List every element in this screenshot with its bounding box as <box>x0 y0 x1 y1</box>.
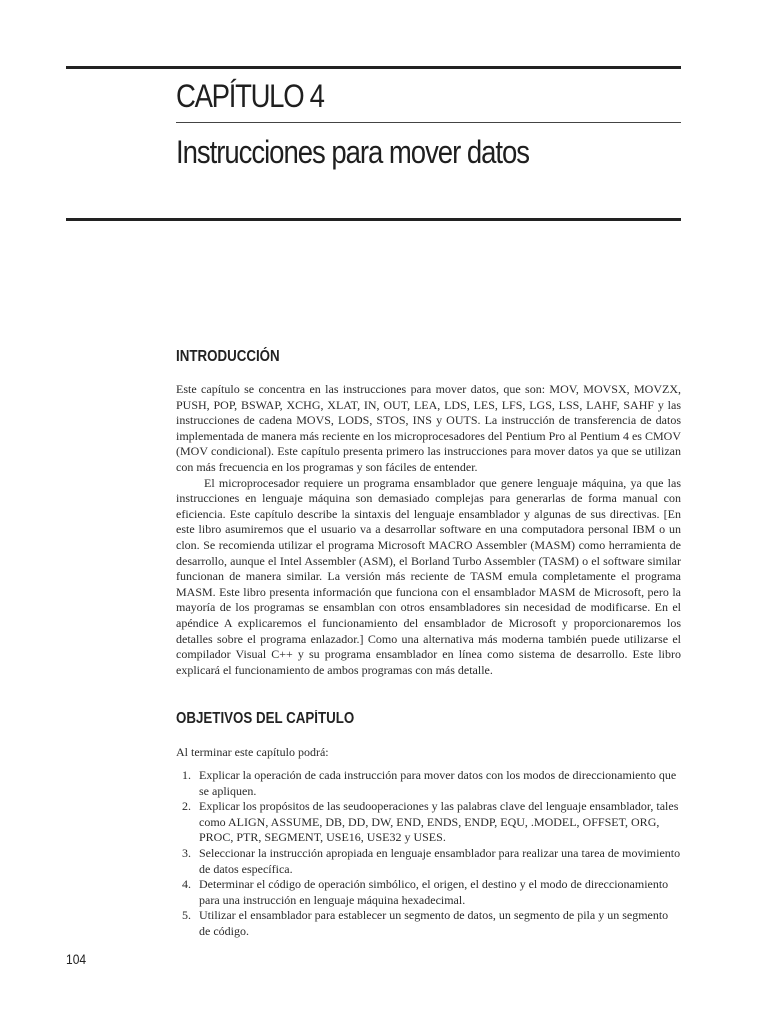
list-item-text: Utilizar el ensamblador para establecer un segmento de datos, un segmento de pila y un segmento de código. <box>199 908 669 938</box>
title-divider <box>176 122 681 123</box>
introduction-heading: INTRODUCCIÓN <box>176 348 280 365</box>
list-item <box>176 846 681 877</box>
objectives-intro <box>176 745 681 761</box>
chapter-label: CAPÍTULO 4 <box>176 78 324 114</box>
list-item-text: Determinar el código de operación simbólico, el origen, el destino y el modo de direccionamiento para una instrucción en lenguaje máquina hexadecimal. <box>199 877 669 907</box>
list-item-number: 3. <box>182 845 191 860</box>
bottom-rule <box>66 218 681 221</box>
list-item <box>176 877 681 908</box>
list-item-text: Explicar los propósitos de las seudooperaciones y las palabras clave del lenguaje ensamblador, tales como ALIGN, ASSUME, DB, DD, DW, END, ENDS, ENDP, EQU, .MODEL, OFFSET, ORG, PROC, PTR, SEGMENT, USE16, USE32 y USES. <box>199 799 679 845</box>
list-item-text: Explicar la operación de cada instrucción para mover datos con los modos de direccionamiento que se apliquen. <box>199 768 677 798</box>
introduction-body <box>176 382 681 678</box>
objectives-intro-text: Al terminar este capítulo podrá: <box>176 745 329 759</box>
list-item-number: 5. <box>182 908 191 923</box>
list-item <box>176 908 681 939</box>
page-number: 104 <box>66 951 87 967</box>
introduction-paragraph: Este capítulo se concentra en las instrucciones para mover datos, que son: MOV, MOVSX, MOVZX, PUSH, POP, BSWAP, XCHG, XLAT, IN, OUT, LEA, LDS, LES, LFS, LGS, LSS, LAHF, SAHF y las instrucciones de cadena MOVS, LODS, STOS, INS y OUTS. La instrucción de transferencia de datos implementada de manera más reciente en los microprocesadores del Pentium Pro al Pentium 4 es CMOV (MOV condicional). Este capítulo presenta primero las instrucciones para mover datos ya que se utilizan con más frecuencia en los programas y son fáciles de entender. <box>176 382 681 474</box>
top-rule <box>66 66 681 69</box>
list-item-number: 2. <box>182 799 191 814</box>
list-item <box>176 768 681 799</box>
list-item <box>176 799 681 846</box>
objectives-list <box>176 768 681 940</box>
objectives-heading: OBJETIVOS DEL CAPÍTULO <box>176 710 355 727</box>
chapter-title: Instrucciones para mover datos <box>176 134 529 170</box>
list-item-number: 4. <box>182 877 191 892</box>
list-item-text: Seleccionar la instrucción apropiada en lenguaje ensamblador para realizar una tarea de movimiento de datos específica. <box>199 845 681 876</box>
introduction-paragraph: El microprocesador requiere un programa ensamblador que genere lenguaje máquina, ya que las instrucciones en lenguaje máquina son demasiado complejas para generarlas de forma manual con eficiencia. Este capítulo describe la sintaxis del lenguaje ensamblador y algunas de sus directivas. [En este libro asumiremos que el usuario va a desarrollar software en una computadora personal IBM o un clon. Se recomienda utilizar el programa Microsoft MACRO Assembler (MASM) como herramienta de desarrollo, aunque el Intel Assembler (ASM), el Borland Turbo Assembler (TASM) o el software similar funcionan de manera similar. La versión más reciente de TASM emula completamente el programa MASM. Este libro presenta información que funciona con el ensamblador MASM de Microsoft, pero la mayoría de los programas se ensamblan con otros ensambladores sin necesidad de modificarse. En el apéndice A explicaremos el funcionamiento del ensamblador de Microsoft y proporcionaremos los detalles sobre el programa enlazador.] Como una alternativa más moderna también puede utilizarse el compilador Visual C++ y su programa ensamblador en línea como sistema de desarrollo. Este libro explicará el funcionamiento de ambos programas con más detalle. <box>176 475 681 677</box>
list-item-number: 1. <box>182 768 191 782</box>
